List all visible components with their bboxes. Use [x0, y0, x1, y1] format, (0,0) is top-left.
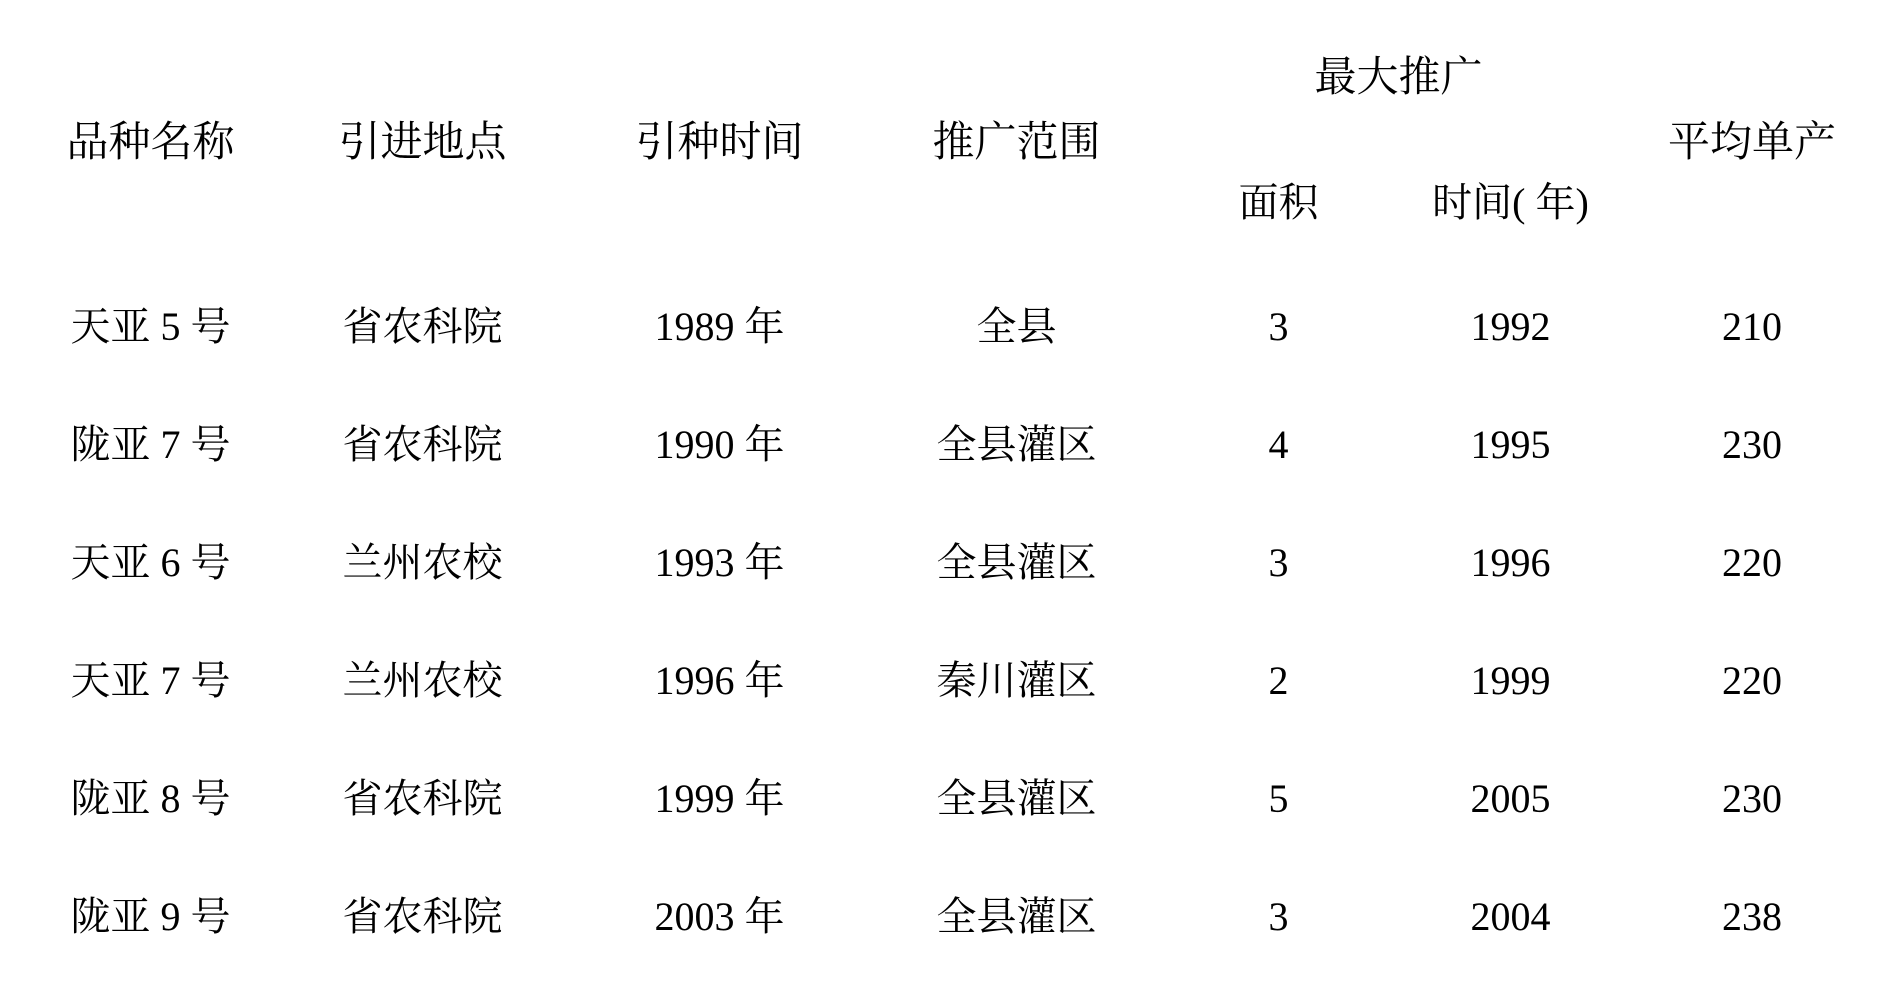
cell-intro-time: 1989 年	[654, 304, 785, 349]
cell-promo-scope: 全县灌区	[936, 422, 1097, 467]
cell-variety-name: 陇亚 7 号	[70, 422, 231, 467]
cell-promo-scope: 秦川灌区	[936, 658, 1097, 703]
header-variety-name: 品种名称	[66, 119, 235, 166]
variety-promotion-table	[28, 18, 1873, 976]
cell-year: 1992	[1470, 304, 1551, 349]
cell-yield: 230	[1722, 776, 1782, 821]
table-header	[28, 18, 1873, 268]
header-max-promotion-year: 时间( 年)	[1432, 179, 1589, 225]
header-max-promotion-area: 面积	[1238, 179, 1319, 225]
cell-area: 3	[1268, 304, 1289, 349]
cell-year: 2004	[1470, 894, 1551, 939]
header-intro-place: 引进地点	[338, 119, 507, 166]
cell-year: 1996	[1470, 540, 1551, 585]
cell-variety-name: 天亚 7 号	[70, 658, 231, 703]
cell-variety-name: 天亚 6 号	[70, 540, 231, 585]
cell-variety-name: 天亚 5 号	[70, 304, 231, 349]
cell-area: 3	[1268, 894, 1289, 939]
cell-area: 5	[1268, 776, 1289, 821]
table-row	[28, 386, 1873, 504]
cell-variety-name: 陇亚 9 号	[70, 894, 231, 939]
cell-promo-scope: 全县灌区	[936, 540, 1097, 585]
header-avg-yield: 平均单产	[1667, 119, 1836, 166]
cell-intro-time: 1999 年	[654, 776, 785, 821]
cell-promo-scope: 全县	[976, 304, 1057, 349]
table-row	[28, 858, 1873, 976]
cell-intro-place: 省农科院	[342, 776, 503, 821]
cell-year: 1999	[1470, 658, 1551, 703]
cell-area: 2	[1268, 658, 1289, 703]
table-row	[28, 268, 1873, 386]
cell-intro-place: 兰州农校	[342, 540, 503, 585]
cell-year: 1995	[1470, 422, 1551, 467]
table-row	[28, 740, 1873, 858]
cell-yield: 238	[1722, 894, 1782, 939]
cell-year: 2005	[1470, 776, 1551, 821]
cell-intro-place: 省农科院	[342, 304, 503, 349]
cell-intro-place: 兰州农校	[342, 658, 503, 703]
cell-intro-time: 1993 年	[654, 540, 785, 585]
table-row	[28, 504, 1873, 622]
cell-intro-time: 2003 年	[654, 894, 785, 939]
cell-area: 3	[1268, 540, 1289, 585]
cell-yield: 220	[1722, 658, 1782, 703]
cell-area: 4	[1268, 422, 1289, 467]
cell-variety-name: 陇亚 8 号	[70, 776, 231, 821]
cell-intro-place: 省农科院	[342, 422, 503, 467]
header-intro-time: 引种时间	[635, 119, 804, 166]
header-row-top	[28, 18, 1873, 138]
cell-yield: 220	[1722, 540, 1782, 585]
cell-promo-scope: 全县灌区	[936, 776, 1097, 821]
cell-intro-place: 省农科院	[342, 894, 503, 939]
table-row	[28, 622, 1873, 740]
cell-yield: 230	[1722, 422, 1782, 467]
cell-intro-time: 1990 年	[654, 422, 785, 467]
header-max-promotion: 最大推广	[1314, 54, 1483, 101]
cell-intro-time: 1996 年	[654, 658, 785, 703]
table-body	[28, 268, 1873, 976]
cell-promo-scope: 全县灌区	[936, 894, 1097, 939]
cell-yield: 210	[1722, 304, 1782, 349]
header-promo-scope: 推广范围	[932, 119, 1101, 166]
